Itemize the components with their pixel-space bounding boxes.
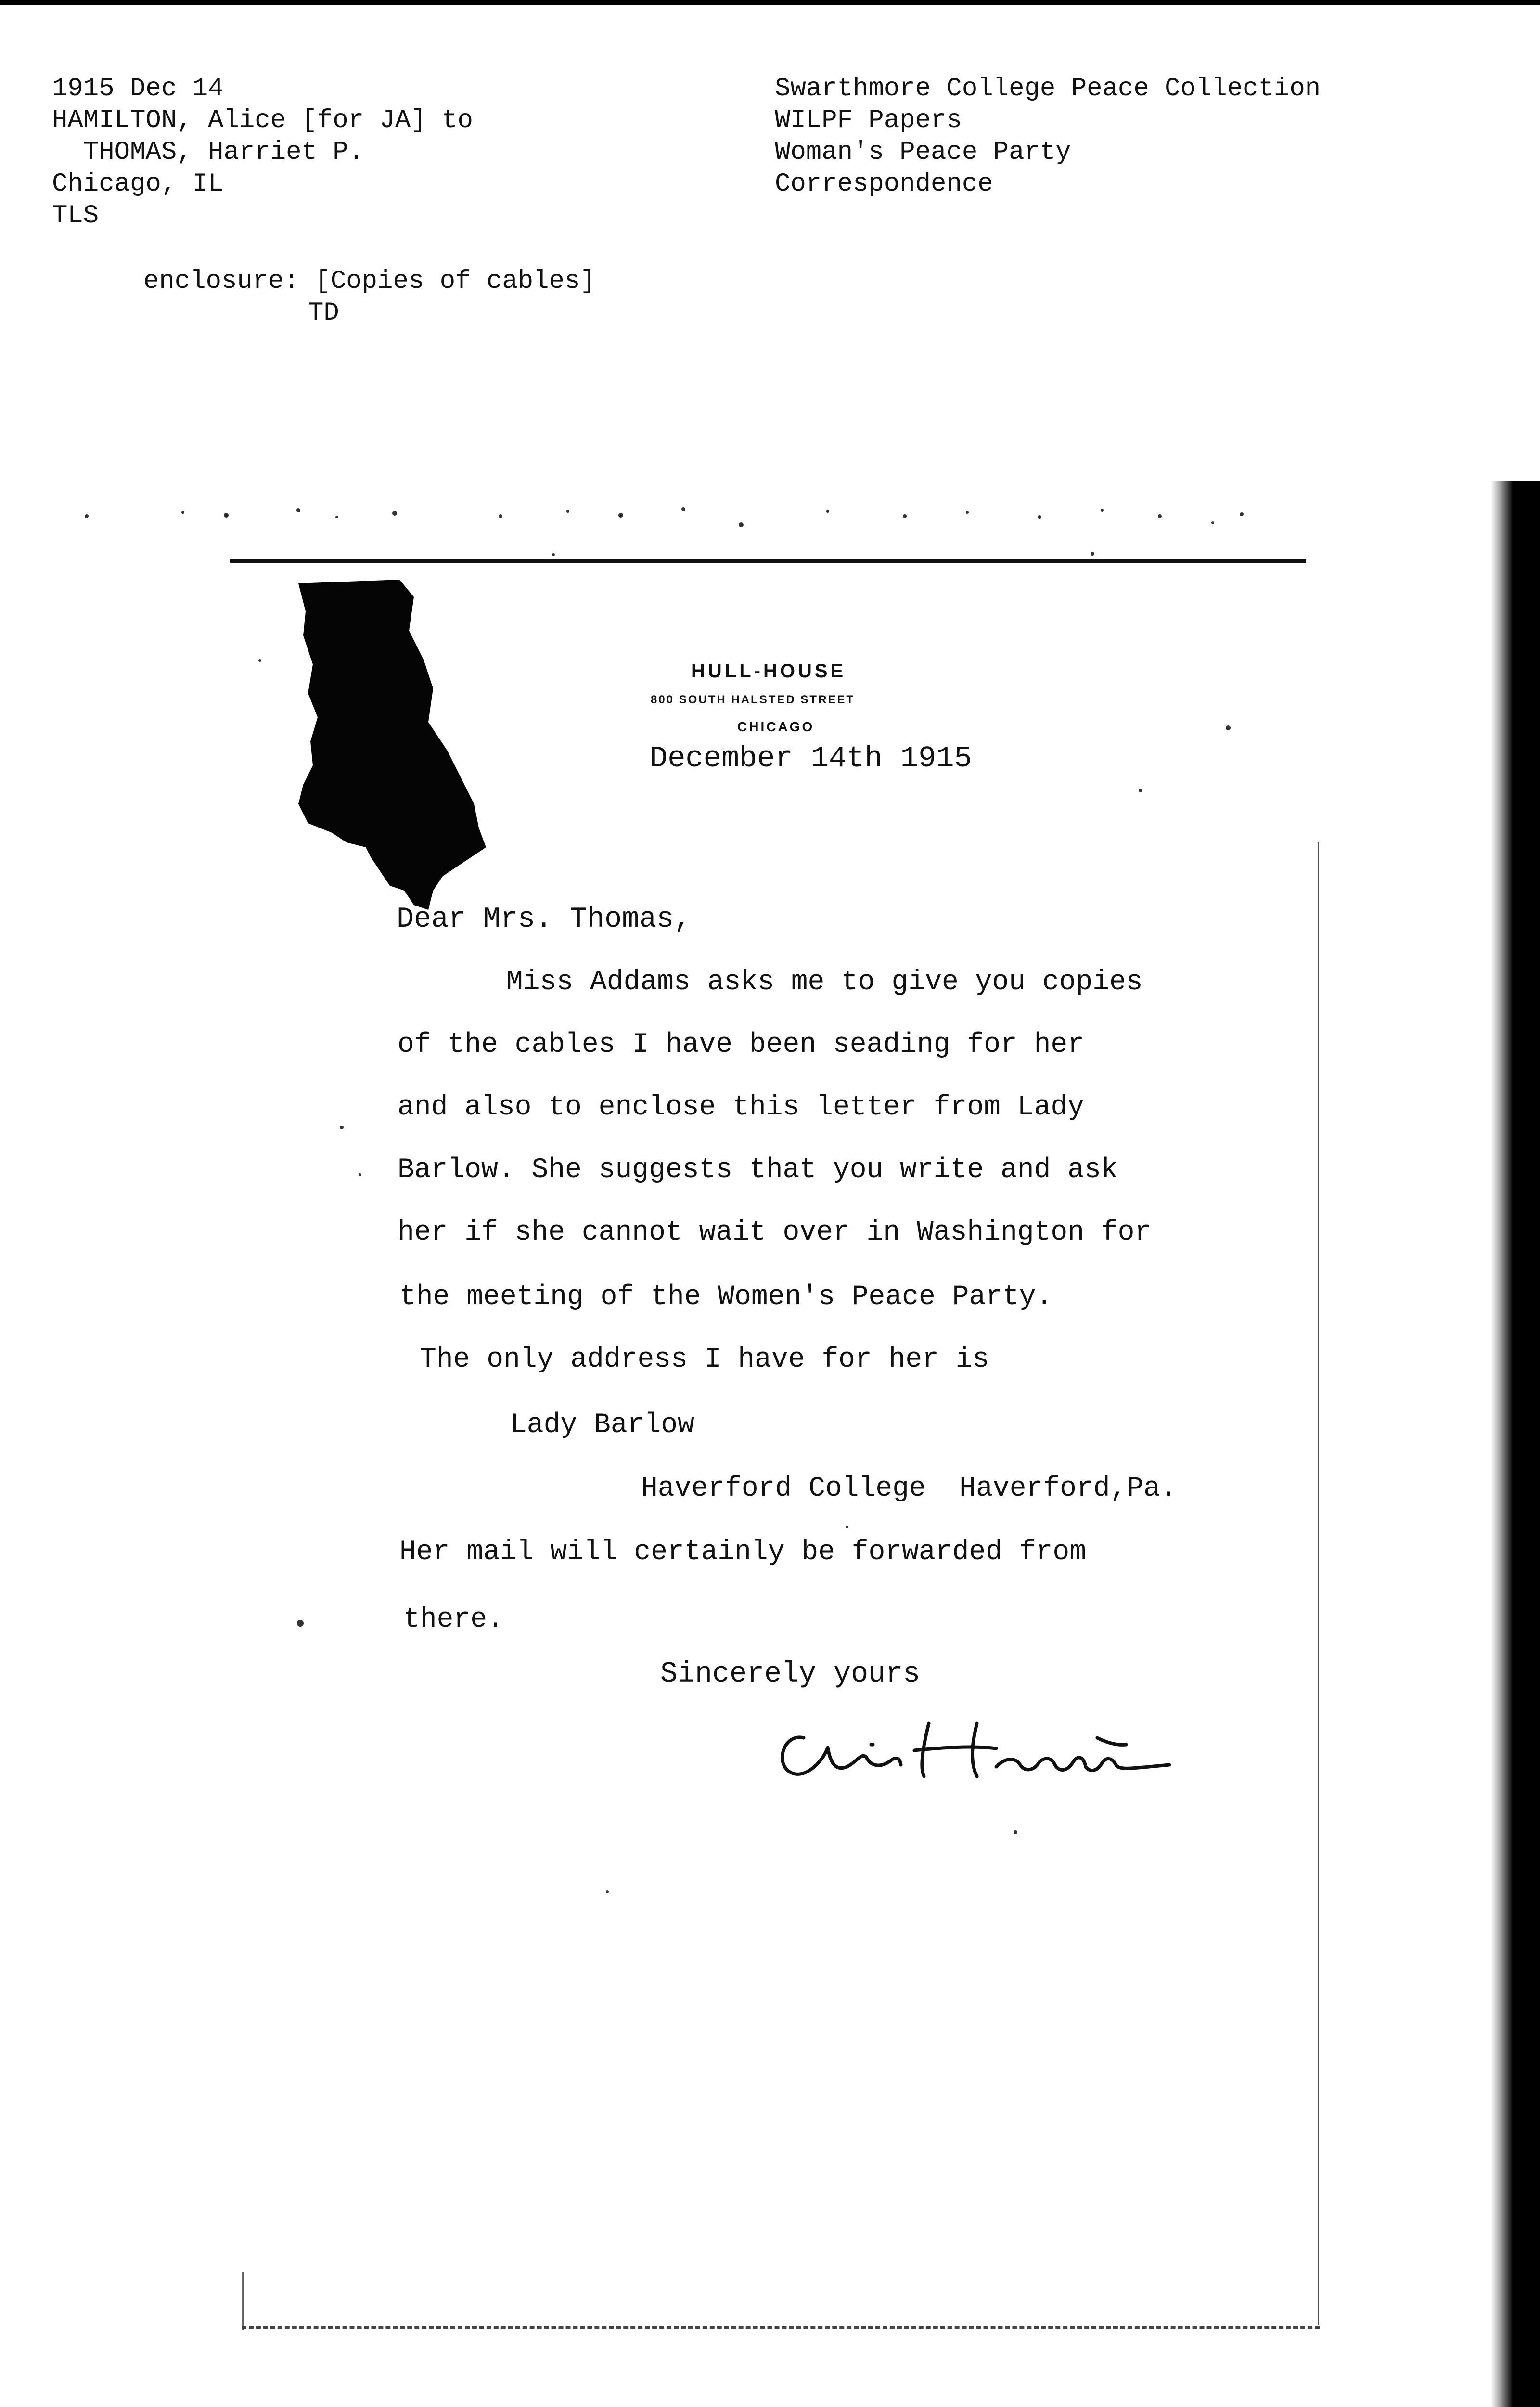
catalog-recipient: THOMAS, Harriet P.: [52, 138, 364, 167]
letter-line-3: and also to enclose this letter from Lady: [398, 1092, 1085, 1123]
letter-address-place: Haverford College Haverford,Pa.: [641, 1473, 1177, 1504]
catalog-place: Chicago, IL: [52, 169, 224, 199]
letter-line-8: Her mail will certainly be forwarded from: [399, 1537, 1087, 1568]
catalog-enclosure: enclosure: [Copies of cables]: [143, 267, 596, 296]
catalog-subseries: Correspondence: [775, 169, 993, 199]
catalog-date: 1915 Dec 14: [52, 74, 224, 104]
letter-line-5: her if she cannot wait over in Washington for: [398, 1217, 1152, 1248]
catalog-series: Woman's Peace Party: [775, 138, 1071, 167]
handwritten-signature: [770, 1704, 1184, 1791]
letter-left-edge: [242, 2272, 244, 2330]
hull-house-logo-emblem: [289, 578, 491, 915]
catalog-author: HAMILTON, Alice [for JA] to: [52, 106, 473, 135]
letter-date: December 14th 1915: [650, 741, 972, 776]
letter-line-6: the meeting of the Women's Peace Party.: [399, 1281, 1053, 1313]
letter-address-name: Lady Barlow: [510, 1410, 694, 1441]
catalog-enclosure-type: TD: [308, 298, 339, 328]
catalog-papers: WILPF Papers: [775, 106, 962, 135]
letter-line-9: there.: [403, 1604, 504, 1635]
letter-line-2: of the cables I have been seading for her: [398, 1029, 1085, 1061]
letter-closing: Sincerely yours: [660, 1658, 921, 1691]
letter-line-1: Miss Addams asks me to give you copies: [506, 967, 1143, 998]
catalog-collection: Swarthmore College Peace Collection: [775, 74, 1321, 104]
letter-right-edge: [1318, 842, 1319, 2325]
letter-bottom-edge: [242, 2326, 1320, 2329]
letter-line-4: Barlow. She suggests that you write and ask: [398, 1154, 1118, 1186]
letterhead-city: CHICAGO: [737, 719, 815, 734]
catalog-doc-type: TLS: [52, 201, 99, 231]
letterhead-street: 800 SOUTH HALSTED STREET: [651, 693, 855, 706]
letter-line-7: The only address I have for her is: [420, 1344, 989, 1375]
letterhead-name: HULL-HOUSE: [691, 660, 847, 682]
letter-top-rule: [230, 559, 1306, 563]
letter-salutation: Dear Mrs. Thomas,: [397, 903, 692, 936]
